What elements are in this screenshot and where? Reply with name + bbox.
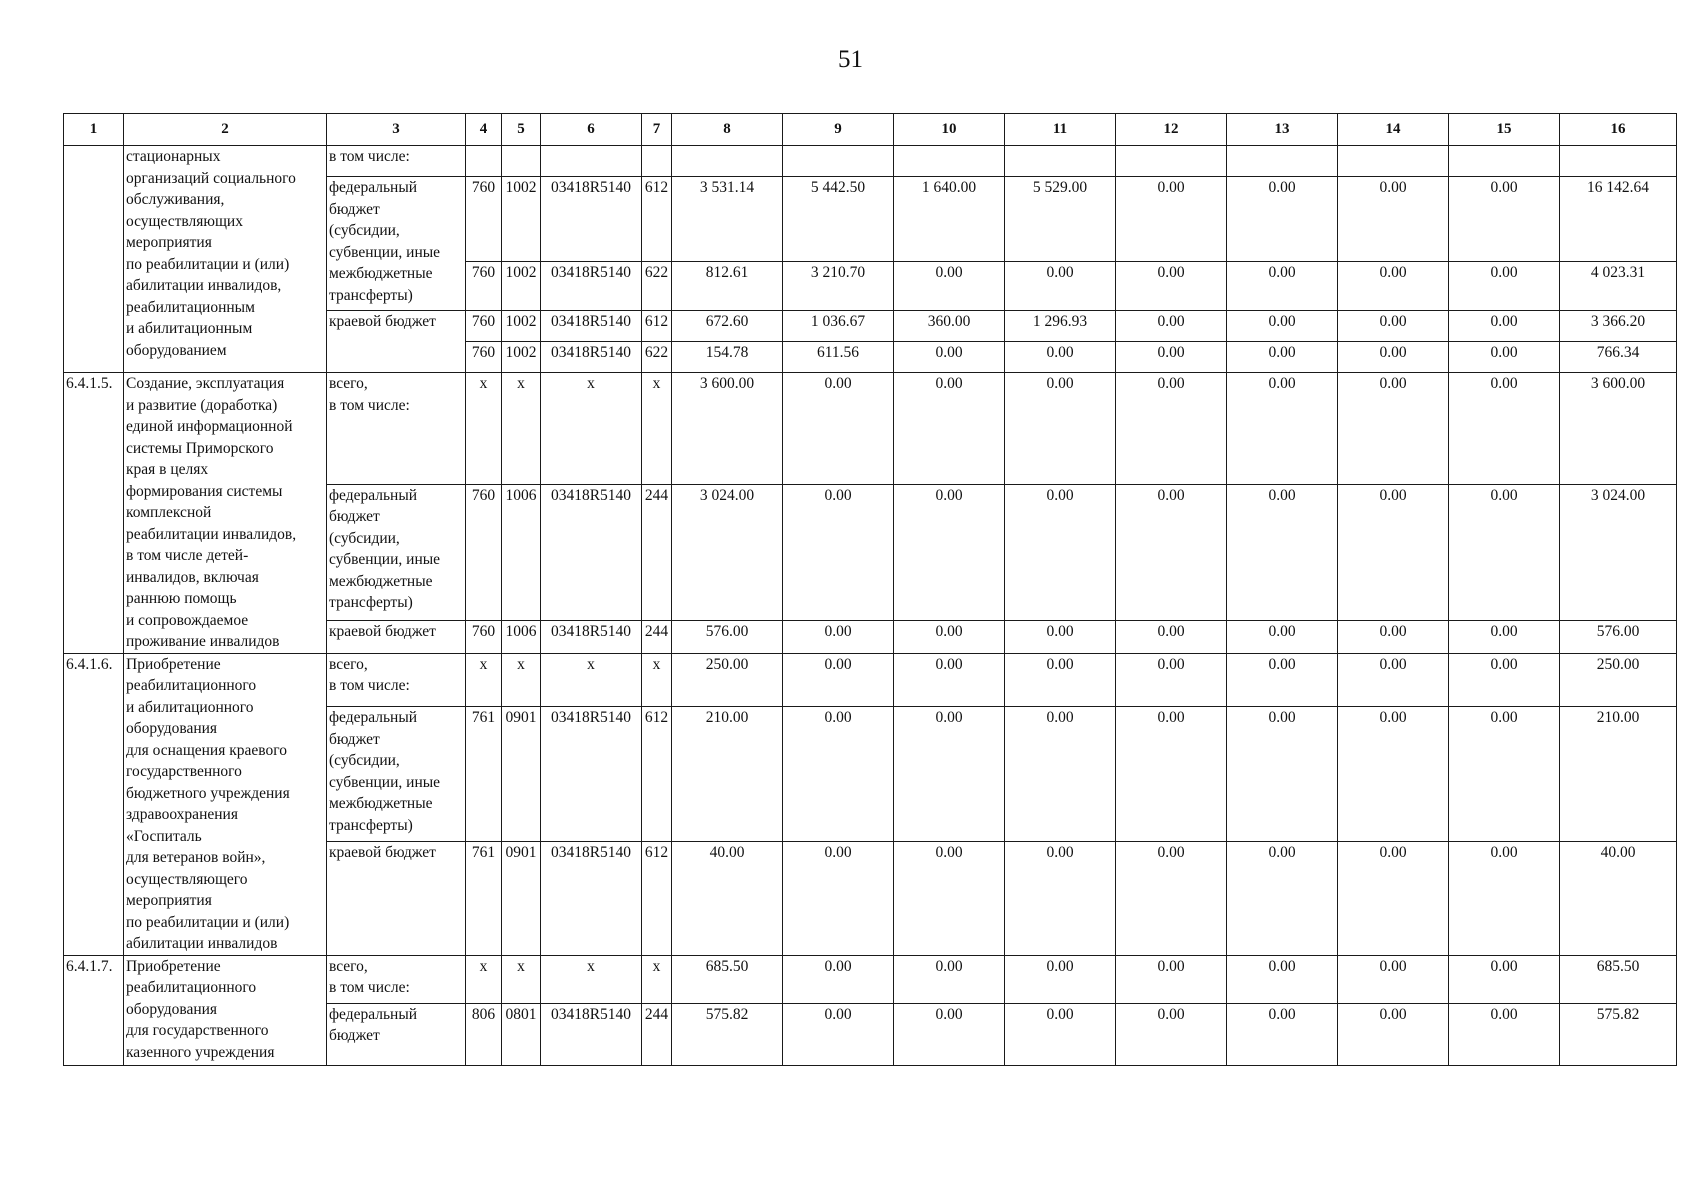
expense-type-code: 612 bbox=[642, 311, 672, 342]
year-value: 5 529.00 bbox=[1005, 177, 1116, 262]
grbs-code: 760 bbox=[466, 621, 502, 653]
table-row bbox=[64, 653, 1677, 707]
expense-type-code: 244 bbox=[642, 1003, 672, 1065]
section-code: 1002 bbox=[502, 262, 541, 311]
year-value: 0.00 bbox=[1116, 311, 1227, 342]
year-value: 0.00 bbox=[1116, 955, 1227, 1003]
column-header-1: 1 bbox=[64, 114, 124, 146]
year-value: 0.00 bbox=[783, 653, 894, 707]
year-value: 0.00 bbox=[1338, 262, 1449, 311]
item-number bbox=[64, 146, 124, 373]
year-value: 0.00 bbox=[783, 621, 894, 653]
year-value: 0.00 bbox=[1227, 841, 1338, 955]
target-article-code: 03418R5140 bbox=[541, 311, 642, 342]
year-value bbox=[1116, 146, 1227, 177]
year-value: 0.00 bbox=[1449, 955, 1560, 1003]
expense-type-code: 244 bbox=[642, 484, 672, 620]
year-value: 0.00 bbox=[1449, 653, 1560, 707]
year-value: 0.00 bbox=[1005, 484, 1116, 620]
year-value: 0.00 bbox=[1005, 342, 1116, 373]
year-value: 0.00 bbox=[1227, 707, 1338, 841]
funding-source: федеральный бюджет (субсидии, субвенции, иные межбюджетные трансферты) bbox=[327, 177, 466, 311]
year-value: 0.00 bbox=[1116, 707, 1227, 841]
grbs-code: 761 bbox=[466, 841, 502, 955]
target-article-code: 03418R5140 bbox=[541, 1003, 642, 1065]
year-value: 0.00 bbox=[894, 707, 1005, 841]
year-value: 0.00 bbox=[1116, 653, 1227, 707]
funding-source: краевой бюджет bbox=[327, 311, 466, 373]
year-value: 0.00 bbox=[1449, 373, 1560, 485]
expense-type-code: 622 bbox=[642, 262, 672, 311]
header-row bbox=[64, 114, 1677, 146]
year-value: 0.00 bbox=[894, 955, 1005, 1003]
year-value: 575.82 bbox=[672, 1003, 783, 1065]
expense-type-code bbox=[642, 146, 672, 177]
year-value: 0.00 bbox=[783, 955, 894, 1003]
total-value: 766.34 bbox=[1560, 342, 1677, 373]
year-value: 0.00 bbox=[783, 484, 894, 620]
expense-type-code: 612 bbox=[642, 707, 672, 841]
section-code: 0801 bbox=[502, 1003, 541, 1065]
funding-source: всего, в том числе: bbox=[327, 653, 466, 707]
total-value bbox=[1560, 146, 1677, 177]
grbs-code: 760 bbox=[466, 177, 502, 262]
year-value: 0.00 bbox=[1338, 373, 1449, 485]
grbs-code: 806 bbox=[466, 1003, 502, 1065]
year-value: 3 531.14 bbox=[672, 177, 783, 262]
expense-type-code: 244 bbox=[642, 621, 672, 653]
column-header-7: 7 bbox=[642, 114, 672, 146]
year-value: 0.00 bbox=[1227, 653, 1338, 707]
expense-type-code: x bbox=[642, 373, 672, 485]
year-value: 0.00 bbox=[1338, 621, 1449, 653]
year-value: 0.00 bbox=[894, 262, 1005, 311]
table-row bbox=[64, 955, 1677, 1003]
grbs-code bbox=[466, 146, 502, 177]
year-value bbox=[1005, 146, 1116, 177]
column-header-11: 11 bbox=[1005, 114, 1116, 146]
table-header bbox=[64, 114, 1677, 146]
expense-type-code: 612 bbox=[642, 177, 672, 262]
year-value: 210.00 bbox=[672, 707, 783, 841]
target-article-code bbox=[541, 146, 642, 177]
year-value: 0.00 bbox=[1116, 177, 1227, 262]
year-value: 0.00 bbox=[1227, 262, 1338, 311]
total-value: 40.00 bbox=[1560, 841, 1677, 955]
section-code: x bbox=[502, 653, 541, 707]
year-value: 0.00 bbox=[1116, 621, 1227, 653]
section-code: x bbox=[502, 373, 541, 485]
target-article-code: 03418R5140 bbox=[541, 841, 642, 955]
year-value: 0.00 bbox=[1116, 841, 1227, 955]
year-value: 0.00 bbox=[894, 373, 1005, 485]
year-value: 0.00 bbox=[1116, 484, 1227, 620]
table-row bbox=[64, 146, 1677, 177]
expense-type-code: 612 bbox=[642, 841, 672, 955]
table-row bbox=[64, 373, 1677, 485]
section-code: 0901 bbox=[502, 707, 541, 841]
year-value: 0.00 bbox=[1005, 1003, 1116, 1065]
column-header-6: 6 bbox=[541, 114, 642, 146]
funding-source: в том числе: bbox=[327, 146, 466, 177]
year-value: 0.00 bbox=[1005, 707, 1116, 841]
funding-source: краевой бюджет bbox=[327, 841, 466, 955]
total-value: 3 366.20 bbox=[1560, 311, 1677, 342]
year-value: 0.00 bbox=[1338, 653, 1449, 707]
year-value: 0.00 bbox=[1338, 841, 1449, 955]
year-value: 0.00 bbox=[1449, 177, 1560, 262]
section-code: 1002 bbox=[502, 311, 541, 342]
total-value: 575.82 bbox=[1560, 1003, 1677, 1065]
section-code: 1002 bbox=[502, 342, 541, 373]
year-value: 0.00 bbox=[1449, 262, 1560, 311]
target-article-code: 03418R5140 bbox=[541, 342, 642, 373]
grbs-code: x bbox=[466, 373, 502, 485]
year-value: 1 640.00 bbox=[894, 177, 1005, 262]
funding-source: федеральный бюджет (субсидии, субвенции, иные межбюджетные трансферты) bbox=[327, 484, 466, 620]
year-value: 0.00 bbox=[1227, 373, 1338, 485]
target-article-code: 03418R5140 bbox=[541, 707, 642, 841]
target-article-code: 03418R5140 bbox=[541, 621, 642, 653]
expense-type-code: x bbox=[642, 653, 672, 707]
year-value: 0.00 bbox=[1449, 484, 1560, 620]
section-code: 1006 bbox=[502, 621, 541, 653]
year-value: 672.60 bbox=[672, 311, 783, 342]
grbs-code: x bbox=[466, 653, 502, 707]
year-value: 0.00 bbox=[1449, 342, 1560, 373]
page-number: 51 bbox=[838, 46, 863, 73]
year-value: 0.00 bbox=[894, 621, 1005, 653]
item-number: 6.4.1.6. bbox=[64, 653, 124, 955]
year-value: 0.00 bbox=[1227, 955, 1338, 1003]
year-value: 0.00 bbox=[1338, 955, 1449, 1003]
expense-type-code: x bbox=[642, 955, 672, 1003]
column-header-3: 3 bbox=[327, 114, 466, 146]
year-value bbox=[1449, 146, 1560, 177]
year-value: 685.50 bbox=[672, 955, 783, 1003]
year-value: 0.00 bbox=[1338, 342, 1449, 373]
year-value: 0.00 bbox=[1449, 841, 1560, 955]
year-value bbox=[783, 146, 894, 177]
item-number: 6.4.1.7. bbox=[64, 955, 124, 1065]
column-header-12: 12 bbox=[1116, 114, 1227, 146]
year-value: 0.00 bbox=[1005, 955, 1116, 1003]
year-value: 0.00 bbox=[783, 1003, 894, 1065]
column-header-15: 15 bbox=[1449, 114, 1560, 146]
budget-table bbox=[63, 113, 1677, 1066]
funding-source: федеральный бюджет bbox=[327, 1003, 466, 1065]
target-article-code: x bbox=[541, 373, 642, 485]
year-value: 154.78 bbox=[672, 342, 783, 373]
total-value: 210.00 bbox=[1560, 707, 1677, 841]
year-value: 0.00 bbox=[783, 707, 894, 841]
column-header-2: 2 bbox=[124, 114, 327, 146]
section-code bbox=[502, 146, 541, 177]
year-value: 0.00 bbox=[1005, 841, 1116, 955]
year-value bbox=[1338, 146, 1449, 177]
grbs-code: 761 bbox=[466, 707, 502, 841]
year-value: 0.00 bbox=[1227, 177, 1338, 262]
year-value: 0.00 bbox=[1338, 1003, 1449, 1065]
total-value: 576.00 bbox=[1560, 621, 1677, 653]
total-value: 250.00 bbox=[1560, 653, 1677, 707]
year-value: 0.00 bbox=[1005, 373, 1116, 485]
target-article-code: 03418R5140 bbox=[541, 262, 642, 311]
year-value: 0.00 bbox=[1338, 484, 1449, 620]
grbs-code: 760 bbox=[466, 484, 502, 620]
item-name: Приобретение реабилитационного и абилитационного оборудования для оснащения краевого государственного бюджетного учреждения здравоохранения «Госпиталь для ветеранов войн», осуществляющего мероприятия по реабилитации и (или) абилитации инвалидов bbox=[124, 653, 327, 955]
total-value: 685.50 bbox=[1560, 955, 1677, 1003]
grbs-code: x bbox=[466, 955, 502, 1003]
year-value: 1 296.93 bbox=[1005, 311, 1116, 342]
year-value: 0.00 bbox=[1227, 621, 1338, 653]
target-article-code: x bbox=[541, 653, 642, 707]
column-header-13: 13 bbox=[1227, 114, 1338, 146]
section-code: 1002 bbox=[502, 177, 541, 262]
funding-source: краевой бюджет bbox=[327, 621, 466, 653]
year-value: 0.00 bbox=[1338, 311, 1449, 342]
total-value: 4 023.31 bbox=[1560, 262, 1677, 311]
year-value: 0.00 bbox=[1338, 707, 1449, 841]
year-value: 0.00 bbox=[783, 373, 894, 485]
expense-type-code: 622 bbox=[642, 342, 672, 373]
grbs-code: 760 bbox=[466, 342, 502, 373]
year-value: 576.00 bbox=[672, 621, 783, 653]
year-value bbox=[894, 146, 1005, 177]
year-value: 0.00 bbox=[783, 841, 894, 955]
column-header-14: 14 bbox=[1338, 114, 1449, 146]
column-header-8: 8 bbox=[672, 114, 783, 146]
section-code: x bbox=[502, 955, 541, 1003]
year-value: 0.00 bbox=[894, 484, 1005, 620]
year-value: 3 600.00 bbox=[672, 373, 783, 485]
total-value: 16 142.64 bbox=[1560, 177, 1677, 262]
year-value: 3 210.70 bbox=[783, 262, 894, 311]
year-value: 1 036.67 bbox=[783, 311, 894, 342]
year-value bbox=[1227, 146, 1338, 177]
year-value bbox=[672, 146, 783, 177]
year-value: 40.00 bbox=[672, 841, 783, 955]
item-name: Создание, эксплуатация и развитие (доработка) единой информационной системы Приморского края в целях формирования системы комплексной реабилитации инвалидов, в том числе детей- инвалидов, включая раннюю помощь и сопровождаемое проживание инвалидов bbox=[124, 373, 327, 654]
year-value: 0.00 bbox=[1005, 262, 1116, 311]
section-code: 0901 bbox=[502, 841, 541, 955]
year-value: 360.00 bbox=[894, 311, 1005, 342]
total-value: 3 600.00 bbox=[1560, 373, 1677, 485]
funding-source: всего, в том числе: bbox=[327, 373, 466, 485]
column-header-4: 4 bbox=[466, 114, 502, 146]
grbs-code: 760 bbox=[466, 262, 502, 311]
year-value: 0.00 bbox=[1449, 621, 1560, 653]
year-value: 0.00 bbox=[1116, 342, 1227, 373]
table-body bbox=[64, 146, 1677, 1066]
year-value: 0.00 bbox=[1227, 1003, 1338, 1065]
total-value: 3 024.00 bbox=[1560, 484, 1677, 620]
year-value: 3 024.00 bbox=[672, 484, 783, 620]
year-value: 0.00 bbox=[1338, 177, 1449, 262]
column-header-10: 10 bbox=[894, 114, 1005, 146]
year-value: 0.00 bbox=[1116, 373, 1227, 485]
target-article-code: 03418R5140 bbox=[541, 484, 642, 620]
column-header-5: 5 bbox=[502, 114, 541, 146]
year-value: 0.00 bbox=[1449, 707, 1560, 841]
year-value: 0.00 bbox=[1116, 1003, 1227, 1065]
item-name: стационарных организаций социального обслуживания, осуществляющих мероприятия по реабилитации и (или) абилитации инвалидов, реабилитационным и абилитационным оборудованием bbox=[124, 146, 327, 373]
target-article-code: 03418R5140 bbox=[541, 177, 642, 262]
year-value: 0.00 bbox=[1449, 1003, 1560, 1065]
funding-source: всего, в том числе: bbox=[327, 955, 466, 1003]
year-value: 0.00 bbox=[1005, 653, 1116, 707]
year-value: 0.00 bbox=[1449, 311, 1560, 342]
item-number: 6.4.1.5. bbox=[64, 373, 124, 654]
year-value: 0.00 bbox=[894, 342, 1005, 373]
year-value: 611.56 bbox=[783, 342, 894, 373]
year-value: 0.00 bbox=[1005, 621, 1116, 653]
year-value: 0.00 bbox=[1227, 484, 1338, 620]
year-value: 250.00 bbox=[672, 653, 783, 707]
section-code: 1006 bbox=[502, 484, 541, 620]
year-value: 0.00 bbox=[894, 841, 1005, 955]
column-header-9: 9 bbox=[783, 114, 894, 146]
year-value: 0.00 bbox=[1227, 342, 1338, 373]
year-value: 0.00 bbox=[1116, 262, 1227, 311]
target-article-code: x bbox=[541, 955, 642, 1003]
year-value: 5 442.50 bbox=[783, 177, 894, 262]
funding-source: федеральный бюджет (субсидии, субвенции, иные межбюджетные трансферты) bbox=[327, 707, 466, 841]
item-name: Приобретение реабилитационного оборудования для государственного казенного учреждения bbox=[124, 955, 327, 1065]
year-value: 812.61 bbox=[672, 262, 783, 311]
year-value: 0.00 bbox=[1227, 311, 1338, 342]
year-value: 0.00 bbox=[894, 653, 1005, 707]
column-header-16: 16 bbox=[1560, 114, 1677, 146]
grbs-code: 760 bbox=[466, 311, 502, 342]
year-value: 0.00 bbox=[894, 1003, 1005, 1065]
